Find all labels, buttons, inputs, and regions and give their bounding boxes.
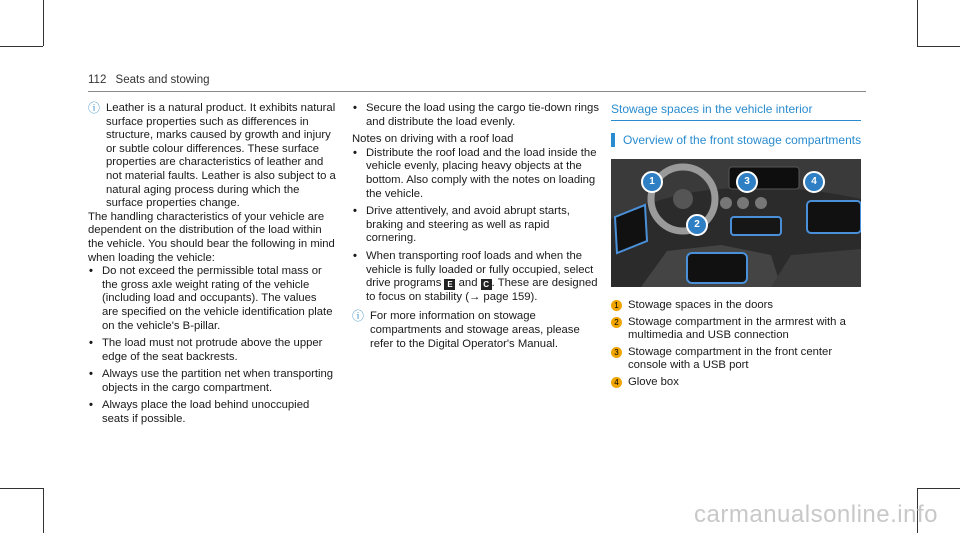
paragraph: Notes on driving with a roof load — [352, 133, 514, 146]
drive-program-e-icon: E — [444, 279, 455, 290]
legend-item — [611, 376, 869, 390]
bullet-list — [352, 102, 602, 129]
bullet-list — [88, 265, 336, 427]
arrow-icon: → — [468, 290, 481, 303]
page-link[interactable]: page 159 — [483, 290, 531, 303]
drive-program-c-icon: C — [481, 279, 492, 290]
note-text: Leather is a natural product. It exhibits natural surface properties such as differences in structure, marks caused by growth and injury or subtle colour differences. These surface properties are characteristics of leather and not material faults. Leather is also subject to a natural aging process during which the surface properties change. — [106, 102, 336, 210]
list-item: • Always use the partition net when transporting objects in the cargo compartment. — [88, 368, 336, 395]
legend-number: 3 — [611, 347, 622, 358]
list-item: • Do not exceed the permissible total mass or the gross axle weight rating of the vehicle (including load and occupants). The values are specified on the vehicle identification plate on the vehicle's B-pillar. — [88, 265, 336, 333]
list-item: • Drive attentively, and avoid abrupt starts, braking and steering as well as rapid cornering. — [352, 205, 602, 246]
crop-mark — [917, 488, 960, 489]
column-2 — [352, 102, 602, 351]
info-note — [352, 310, 602, 351]
subsection-title: Overview of the front stowage compartments — [611, 133, 869, 147]
legend-number: 2 — [611, 317, 622, 328]
leather-note — [88, 102, 336, 211]
legend-item — [611, 346, 869, 373]
section-name: Seats and stowing — [115, 74, 210, 86]
legend-item — [611, 299, 869, 313]
header-divider — [88, 91, 866, 92]
list-item: • When transporting roof loads and when the vehicle is fully loaded or fully occupied, select drive programs E and C . These are designed to focus on stability (→ page 159). — [352, 250, 602, 304]
legend-number: 1 — [611, 300, 622, 311]
figure-legend — [611, 299, 869, 390]
legend-item — [611, 316, 869, 343]
callout-3: 3 — [736, 171, 758, 193]
list-item: • Distribute the roof load and the load inside the vehicle evenly, placing heavy objects at the bottom. Also comply with the notes on loading the vehicle. — [352, 147, 602, 201]
callout-4: 4 — [803, 171, 825, 193]
interior-illustration — [611, 159, 861, 287]
crop-mark — [43, 0, 44, 46]
page-number: 112 — [88, 74, 107, 86]
crop-mark — [0, 488, 43, 489]
info-icon: ⓘ — [88, 101, 101, 115]
info-icon: ⓘ — [352, 309, 365, 324]
legend-text: Stowage compartment in the armrest with a multimedia and USB connection — [628, 315, 846, 342]
crop-mark — [43, 488, 44, 533]
callout-2: 2 — [686, 214, 708, 236]
note-text: For more information on stowage compartments and stowage areas, please refer to the Digital Operator's Manual. — [370, 310, 580, 350]
legend-number: 4 — [611, 377, 622, 388]
legend-text: Stowage compartment in the front center console with a USB port — [628, 345, 833, 372]
list-item: • The load must not protrude above the upper edge of the seat backrests. — [88, 337, 336, 364]
crop-mark — [917, 46, 960, 47]
list-item: • Secure the load using the cargo tie-down rings and distribute the load evenly. — [352, 102, 602, 129]
bullet-list — [352, 147, 602, 305]
callout-1: 1 — [641, 171, 663, 193]
column-3 — [611, 102, 869, 393]
legend-text: Stowage spaces in the doors — [628, 299, 774, 311]
legend-text: Glove box — [628, 375, 679, 388]
crop-mark — [0, 46, 43, 47]
crop-mark — [917, 0, 918, 46]
paragraph: The handling characteristics of your vehicle are dependent on the distribution of the load within the vehicle. You should bear the following in mind when loading the vehicle: — [88, 210, 335, 264]
list-item: • Always place the load behind unoccupied seats if possible. — [88, 399, 336, 426]
column-1 — [88, 102, 336, 431]
section-title: Stowage spaces in the vehicle interior — [611, 102, 861, 121]
page-header — [88, 74, 210, 86]
watermark: carmanualsonline.info — [694, 501, 938, 528]
